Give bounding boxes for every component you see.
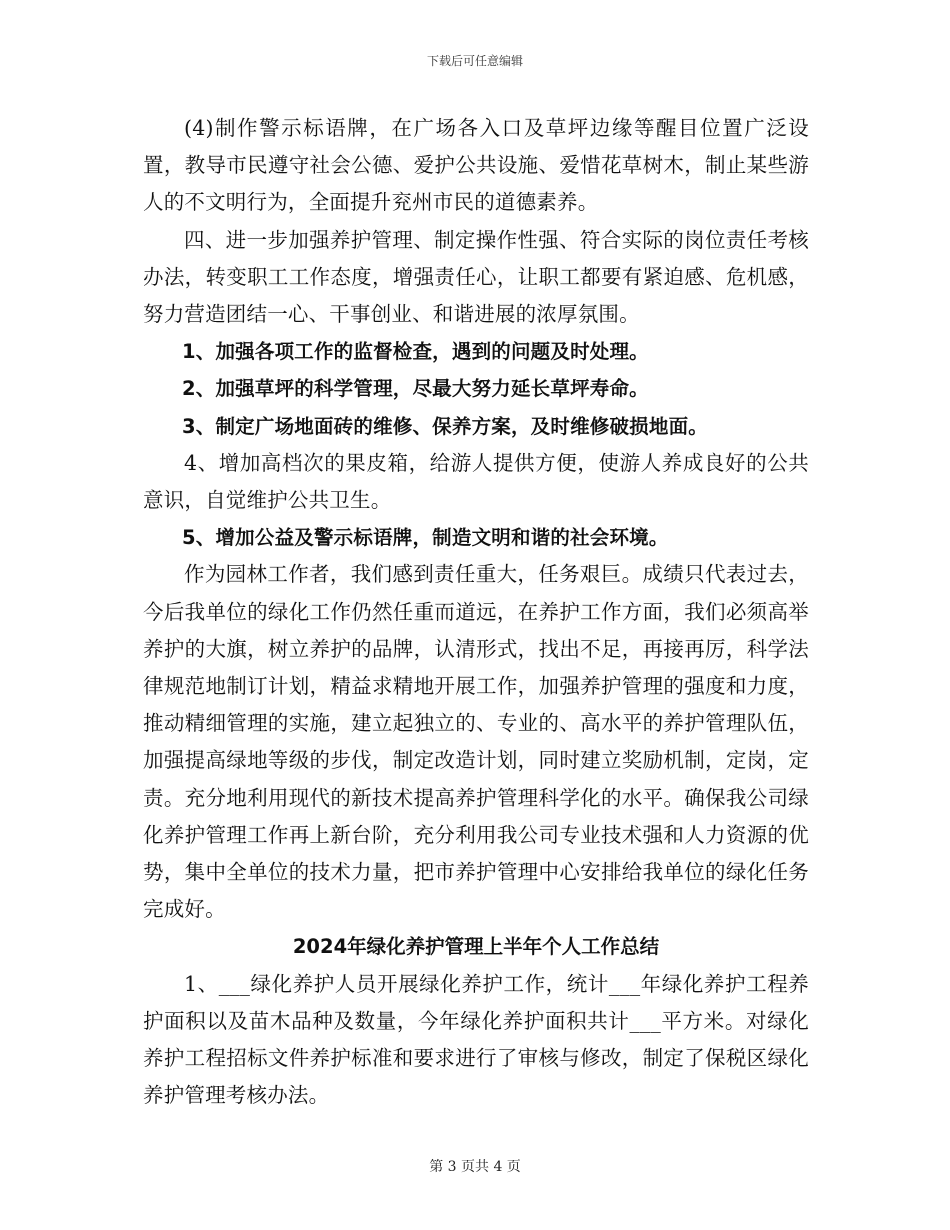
list-item-4: 4、增加高档次的果皮箱，给游人提供方便，使游人养成良好的公共意识，自觉维护公共卫生。 (143, 450, 809, 513)
list-item-5: 5、增加公益及警示标语牌，制造文明和谐的社会环境。 (182, 526, 669, 550)
section-title: 2024年绿化养护管理上半年个人工作总结 (292, 935, 660, 959)
document-body (143, 110, 809, 1114)
paragraph-summary-1: 1、___绿化养护人员开展绿化养护工作，统计___年绿化养护工程养护面积以及苗木品种及数量，今年绿化养护面积共计___平方米。对绿化养护工程招标文件养护标准和要求进行了审核与修改，制定了保税区绿化养护管理考核办法。 (143, 971, 809, 1108)
page-header: 下载后可任意编辑 (426, 54, 523, 68)
paragraph-warning-signs: (4)制作警示标语牌，在广场各入口及草坪边缘等醒目位置广泛设置，教导市民遵守社会公德、爱护公共设施、爱惜花草树木，制止某些游人的不文明行为，全面提升兖州市民的道德素养。 (143, 116, 809, 215)
paragraph-section-four: 四、进一步加强养护管理、制定操作性强、符合实际的岗位责任考核办法，转变职工工作态度，增强责任心，让职工都要有紧迫感、危机感，努力营造团结一心、干事创业、和谐进展的浓厚氛围。 (143, 227, 809, 327)
list-item-2: 2、加强草坪的科学管理，尽最大努力延长草坪寿命。 (182, 377, 649, 401)
page-footer: 第 3 页共 4 页 (429, 1159, 521, 1175)
list-item-3: 3、制定广场地面砖的维修、保养方案，及时维修破损地面。 (182, 414, 708, 438)
paragraph-conclusion: 作为园林工作者，我们感到责任重大，任务艰巨。成绩只代表过去，今后我单位的绿化工作仍然任重而道远，在养护工作方面，我们必须高举养护的大旗，树立养护的品牌，认清形式，找出不足，再接再厉，科学法律规范地制订计划，精益求精地开展工作，加强养护管理的强度和力度，推动精细管理的实施，建立起独立的、专业的、高水平的养护管理队伍，加强提高绿地等级的步伐，制定改造计划，同时建立奖励机制，定岗，定责。充分地利用现代的新技术提高养护管理科学化的水平。确保我公司绿化养护管理工作再上新台阶，充分利用我公司专业技术强和人力资源的优势，集中全单位的技术力量，把市养护管理中心安排给我单位的绿化任务完成好。 (143, 562, 809, 922)
list-item-1: 1、加强各项工作的监督检查，遇到的问题及时处理。 (182, 340, 649, 364)
